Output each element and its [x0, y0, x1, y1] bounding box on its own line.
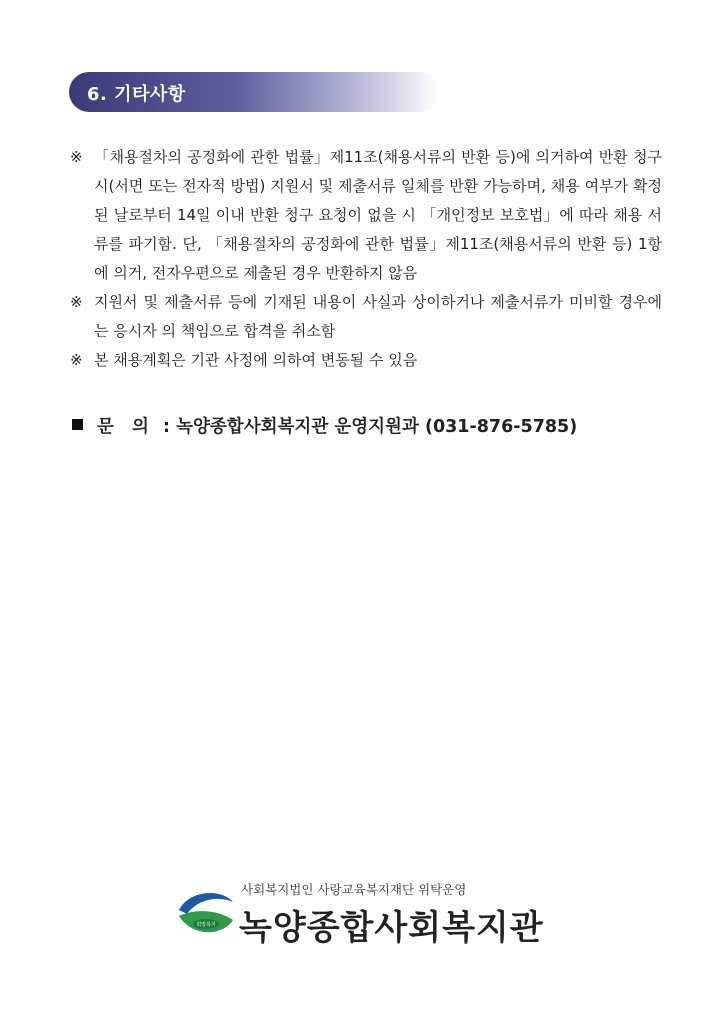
reference-mark: ※ [70, 293, 83, 311]
note-text: 지원서 및 제출서류 등에 기재된 내용이 사실과 상이하거나 제출서류가 미비할 경우에는 응시자 의 책임으로 합격을 취소함 [94, 293, 662, 340]
note-item [70, 346, 662, 375]
org-name: 녹양종합사회복지관 [239, 908, 544, 948]
note-text: 「채용절차의 공정화에 관한 법률」제11조(채용서류의 반환 등)에 의거하여 반환 청구 시(서면 또는 전자적 방법) 지원서 및 제출서류 일체를 반환 가능하며, 채용 여부가 확정된 날로부터 14일 이내 반환 청구 요청이 없을 시 「개인정보 보호법」에 따라 채용 서류를 파기함. 단, 「채용절차의 공정화에 관한 법률」제11조(채용서류의 반환 등) 1항에 의거, 전자우편으로 제출된 경우 반환하지 않음 [94, 148, 662, 282]
notes-list [70, 143, 662, 375]
section-title: 6. 기타사항 [87, 84, 186, 105]
reference-mark: ※ [70, 351, 83, 369]
note-item [70, 143, 662, 288]
reference-mark: ※ [70, 148, 83, 166]
nokyang-welfare-logo-icon [175, 886, 237, 942]
section-header [69, 72, 439, 112]
contact-value: 녹양종합사회복지관 운영지원과 (031-876-5785) [176, 417, 578, 437]
note-text: 본 채용계획은 기관 사정에 의하여 변동될 수 있음 [94, 351, 418, 369]
logo-text: 희망복지 [196, 922, 216, 928]
note-item [70, 288, 662, 346]
footer-subtitle: 사회복지법인 사랑교육복지재단 위탁운영 [241, 882, 467, 897]
contact-line [72, 413, 577, 438]
square-bullet-icon [72, 419, 83, 430]
footer-branding [175, 880, 555, 950]
contact-label: 문 의 [97, 417, 155, 437]
contact-separator: : [163, 417, 170, 437]
